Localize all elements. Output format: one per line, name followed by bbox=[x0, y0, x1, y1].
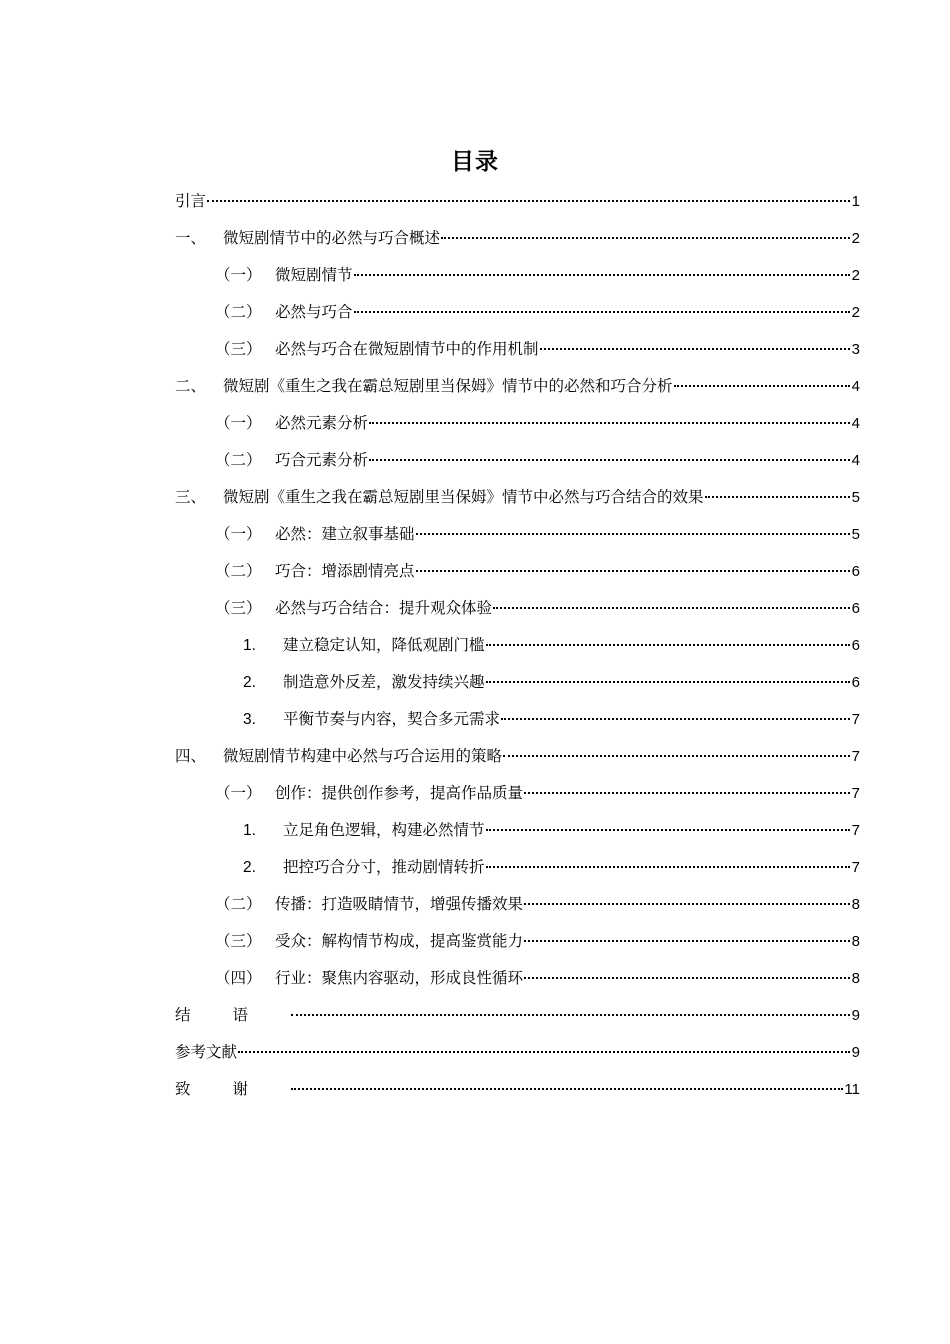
dot-leader bbox=[486, 634, 850, 646]
toc-entry-label: 必然与巧合在微短剧情节中的作用机制 bbox=[275, 340, 539, 358]
toc-entry-label: 巧合元素分析 bbox=[275, 451, 369, 469]
toc-entry-label: 必然元素分析 bbox=[275, 414, 369, 432]
toc-entry-page: 4 bbox=[851, 415, 860, 432]
dot-leader bbox=[207, 190, 850, 202]
dot-leader bbox=[524, 967, 850, 979]
dot-leader bbox=[524, 930, 850, 942]
toc-entry-page: 11 bbox=[844, 1081, 860, 1098]
toc-entry-number: （一） bbox=[215, 414, 262, 432]
dot-leader bbox=[354, 301, 850, 313]
toc-entry-acknowledgements[interactable] bbox=[175, 1071, 860, 1108]
dot-leader bbox=[705, 486, 850, 498]
toc-entry-section-4-2[interactable] bbox=[175, 886, 860, 923]
toc-entry-page: 9 bbox=[851, 1044, 860, 1061]
toc-entry-section-3-2[interactable] bbox=[175, 553, 860, 590]
toc-entry-item-4-1-2[interactable] bbox=[175, 849, 860, 886]
toc-entry-number: 四、 bbox=[175, 747, 207, 765]
dot-leader bbox=[493, 597, 850, 609]
toc-entry-number: （二） bbox=[215, 562, 262, 580]
toc-entry-label: 把控巧合分寸，推动剧情转折 bbox=[283, 858, 485, 876]
toc-entry-number: （三） bbox=[215, 932, 262, 950]
toc-entry-chapter-1[interactable] bbox=[175, 220, 860, 257]
toc-entry-section-1-3[interactable] bbox=[175, 331, 860, 368]
toc-entry-number: （一） bbox=[215, 784, 262, 802]
toc-entry-number: 2. bbox=[243, 859, 256, 876]
toc-entry-number: （二） bbox=[215, 895, 262, 913]
toc-entry-section-2-2[interactable] bbox=[175, 442, 860, 479]
toc-entry-section-4-4[interactable] bbox=[175, 960, 860, 997]
toc-entry-section-4-1[interactable] bbox=[175, 775, 860, 812]
toc-entry-label: 平衡节奏与内容，契合多元需求 bbox=[283, 710, 501, 728]
toc-entry-label: 必然：建立叙事基础 bbox=[275, 525, 415, 543]
toc-entry-page: 6 bbox=[851, 600, 860, 617]
toc-entry-number: 一、 bbox=[175, 229, 207, 247]
toc-entry-number: 二、 bbox=[175, 377, 207, 395]
toc-entry-number: （一） bbox=[215, 525, 262, 543]
toc-entry-label: 行业：聚焦内容驱动，形成良性循环 bbox=[275, 969, 524, 987]
toc-entry-label: 必然与巧合结合：提升观众体验 bbox=[275, 599, 493, 617]
toc-entry-label: 必然与巧合 bbox=[275, 303, 353, 321]
dot-leader bbox=[369, 412, 850, 424]
toc-entry-introduction[interactable] bbox=[175, 183, 860, 220]
toc-entry-page: 8 bbox=[851, 896, 860, 913]
toc-entry-page: 9 bbox=[851, 1007, 860, 1024]
toc-entry-page: 7 bbox=[851, 822, 860, 839]
toc-entry-number: 1. bbox=[243, 822, 256, 839]
toc-entry-label: 建立稳定认知，降低观剧门槛 bbox=[283, 636, 485, 654]
toc-entry-page: 8 bbox=[851, 970, 860, 987]
toc-entry-page: 6 bbox=[851, 563, 860, 580]
dot-leader bbox=[486, 856, 850, 868]
toc-entry-page: 7 bbox=[851, 859, 860, 876]
toc-title: 目录 bbox=[451, 149, 499, 175]
toc-entry-conclusion[interactable] bbox=[175, 997, 860, 1034]
toc-entry-item-3-3-1[interactable] bbox=[175, 627, 860, 664]
toc-entry-number: （三） bbox=[215, 340, 262, 358]
toc-entry-label: 致谢 bbox=[175, 1080, 291, 1098]
toc-entry-page: 2 bbox=[851, 304, 860, 321]
toc-entry-item-4-1-1[interactable] bbox=[175, 812, 860, 849]
toc-entry-label: 创作：提供创作参考，提高作品质量 bbox=[275, 784, 524, 802]
toc-entry-page: 3 bbox=[851, 341, 860, 358]
dot-leader bbox=[540, 338, 850, 350]
toc-entry-number: 1. bbox=[243, 637, 256, 654]
toc-entry-chapter-3[interactable] bbox=[175, 479, 860, 516]
toc-entry-label: 引言 bbox=[175, 192, 207, 210]
toc-entry-label: 参考文献 bbox=[175, 1043, 238, 1061]
toc-entry-label: 受众：解构情节构成，提高鉴赏能力 bbox=[275, 932, 524, 950]
dot-leader bbox=[674, 375, 850, 387]
toc-entry-item-3-3-3[interactable] bbox=[175, 701, 860, 738]
dot-leader bbox=[486, 671, 850, 683]
toc-entry-label: 巧合：增添剧情亮点 bbox=[275, 562, 415, 580]
toc-entry-number: （四） bbox=[215, 969, 262, 987]
toc-entry-references[interactable] bbox=[175, 1034, 860, 1071]
toc-entry-section-3-1[interactable] bbox=[175, 516, 860, 553]
toc-entry-page: 5 bbox=[851, 489, 860, 506]
toc-entry-page: 4 bbox=[851, 452, 860, 469]
toc-entry-label: 微短剧情节 bbox=[275, 266, 353, 284]
table-of-contents bbox=[175, 183, 860, 1108]
toc-entry-section-1-1[interactable] bbox=[175, 257, 860, 294]
dot-leader bbox=[501, 708, 850, 720]
dot-leader bbox=[291, 1078, 843, 1090]
toc-entry-page: 8 bbox=[851, 933, 860, 950]
toc-entry-label: 微短剧《重生之我在霸总短剧里当保姆》情节中必然与巧合结合的效果 bbox=[223, 488, 704, 506]
toc-entry-section-3-3[interactable] bbox=[175, 590, 860, 627]
toc-entry-page: 6 bbox=[851, 674, 860, 691]
toc-entry-label: 立足角色逻辑，构建必然情节 bbox=[283, 821, 485, 839]
toc-entry-number: 三、 bbox=[175, 488, 207, 506]
dot-leader bbox=[354, 264, 850, 276]
dot-leader bbox=[291, 1004, 850, 1016]
toc-entry-label: 结语 bbox=[175, 1006, 291, 1024]
dot-leader bbox=[416, 523, 850, 535]
toc-entry-label: 微短剧情节构建中必然与巧合运用的策略 bbox=[223, 747, 503, 765]
toc-entry-page: 4 bbox=[851, 378, 860, 395]
toc-entry-page: 7 bbox=[851, 711, 860, 728]
toc-entry-page: 7 bbox=[851, 748, 860, 765]
dot-leader bbox=[486, 819, 850, 831]
dot-leader bbox=[503, 745, 850, 757]
toc-entry-number: （三） bbox=[215, 599, 262, 617]
toc-entry-page: 1 bbox=[851, 193, 860, 210]
dot-leader bbox=[416, 560, 850, 572]
toc-entry-number: 2. bbox=[243, 674, 256, 691]
toc-entry-number: （二） bbox=[215, 303, 262, 321]
toc-entry-page: 5 bbox=[851, 526, 860, 543]
toc-entry-number: 3. bbox=[243, 711, 256, 728]
toc-entry-section-2-1[interactable] bbox=[175, 405, 860, 442]
dot-leader bbox=[524, 782, 850, 794]
toc-entry-label: 微短剧情节中的必然与巧合概述 bbox=[223, 229, 441, 247]
toc-entry-page: 2 bbox=[851, 267, 860, 284]
toc-entry-section-4-3[interactable] bbox=[175, 923, 860, 960]
toc-entry-page: 7 bbox=[851, 785, 860, 802]
toc-entry-chapter-4[interactable] bbox=[175, 738, 860, 775]
toc-entry-page: 6 bbox=[851, 637, 860, 654]
dot-leader bbox=[441, 227, 850, 239]
toc-entry-chapter-2[interactable] bbox=[175, 368, 860, 405]
toc-entry-label: 制造意外反差，激发持续兴趣 bbox=[283, 673, 485, 691]
toc-entry-label: 传播：打造吸睛情节，增强传播效果 bbox=[275, 895, 524, 913]
dot-leader bbox=[238, 1041, 850, 1053]
toc-entry-number: （二） bbox=[215, 451, 262, 469]
toc-entry-section-1-2[interactable] bbox=[175, 294, 860, 331]
toc-entry-item-3-3-2[interactable] bbox=[175, 664, 860, 701]
toc-entry-page: 2 bbox=[851, 230, 860, 247]
toc-entry-label: 微短剧《重生之我在霸总短剧里当保姆》情节中的必然和巧合分析 bbox=[223, 377, 673, 395]
dot-leader bbox=[369, 449, 850, 461]
toc-entry-number: （一） bbox=[215, 266, 262, 284]
dot-leader bbox=[524, 893, 850, 905]
